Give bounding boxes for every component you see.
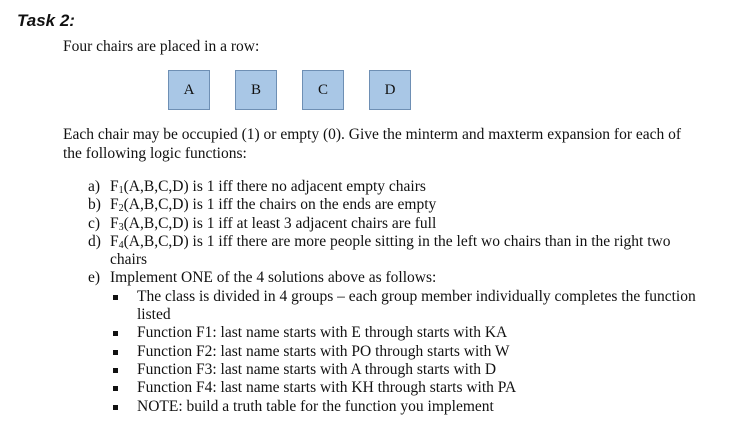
- bullet-item: Function F3: last name starts with A through starts with D: [110, 361, 708, 379]
- function-name: F: [110, 178, 119, 195]
- item-label: e): [88, 269, 101, 287]
- square-bullet-icon: [110, 361, 137, 379]
- square-bullet-icon: [110, 343, 137, 361]
- function-index: 3: [118, 221, 124, 233]
- square-bullet-icon: [110, 398, 137, 416]
- bullet-item: The class is divided in 4 groups – each group member individually completes the function listed: [110, 288, 708, 325]
- item-text: (A,B,C,D) is 1 iff at least 3 adjacent chairs are full: [123, 214, 437, 232]
- square-bullet-icon: [110, 324, 137, 342]
- task-title: Task 2:: [17, 11, 75, 30]
- item-label: c): [88, 214, 101, 232]
- item-label: b): [88, 196, 101, 214]
- chair-d: D: [369, 70, 411, 110]
- square-bullet-icon: [110, 288, 137, 325]
- function-name: F: [110, 214, 119, 232]
- item-label: d): [88, 232, 101, 250]
- chair-b: B: [235, 70, 277, 110]
- item-text: Implement ONE of the 4 solutions above as follows:: [110, 269, 437, 287]
- chair-c: C: [302, 70, 344, 110]
- list-item-e: [88, 269, 708, 287]
- item-text: (A,B,C,D) is 1 iff there are more people sitting in the left wo chairs than in the right two chairs: [110, 232, 671, 269]
- function-list: [88, 178, 708, 416]
- function-index: 2: [118, 203, 124, 215]
- function-index: 4: [118, 239, 124, 251]
- item-text: (A,B,C,D) is 1 iff there no adjacent empty chairs: [123, 178, 426, 195]
- function-index: 1: [118, 185, 124, 196]
- list-item-d: [88, 233, 708, 270]
- bullet-item: Function F4: last name starts with KH through starts with PA: [110, 379, 708, 397]
- list-item-b: [88, 196, 708, 214]
- function-name: F: [110, 232, 119, 250]
- item-text: (A,B,C,D) is 1 iff the chairs on the ends are empty: [123, 196, 437, 214]
- description-paragraph: Each chair may be occupied (1) or empty (0). Give the minterm and maxterm expansion for each of the following logic functions:: [63, 126, 682, 162]
- item-label: a): [88, 178, 101, 195]
- list-item-a: [88, 178, 708, 196]
- intro-text: Four chairs are placed in a row:: [63, 38, 260, 55]
- bullet-item: Function F2: last name starts with PO through starts with W: [110, 343, 708, 361]
- square-bullet-icon: [110, 379, 137, 397]
- list-item-c: [88, 215, 708, 233]
- chair-a: A: [168, 70, 210, 110]
- bullet-list: [110, 288, 708, 416]
- bullet-item: NOTE: build a truth table for the function you implement: [110, 398, 708, 416]
- chair-row: [0, 70, 745, 112]
- bullet-item: Function F1: last name starts with E through starts with KA: [110, 324, 708, 342]
- function-name: F: [110, 196, 119, 214]
